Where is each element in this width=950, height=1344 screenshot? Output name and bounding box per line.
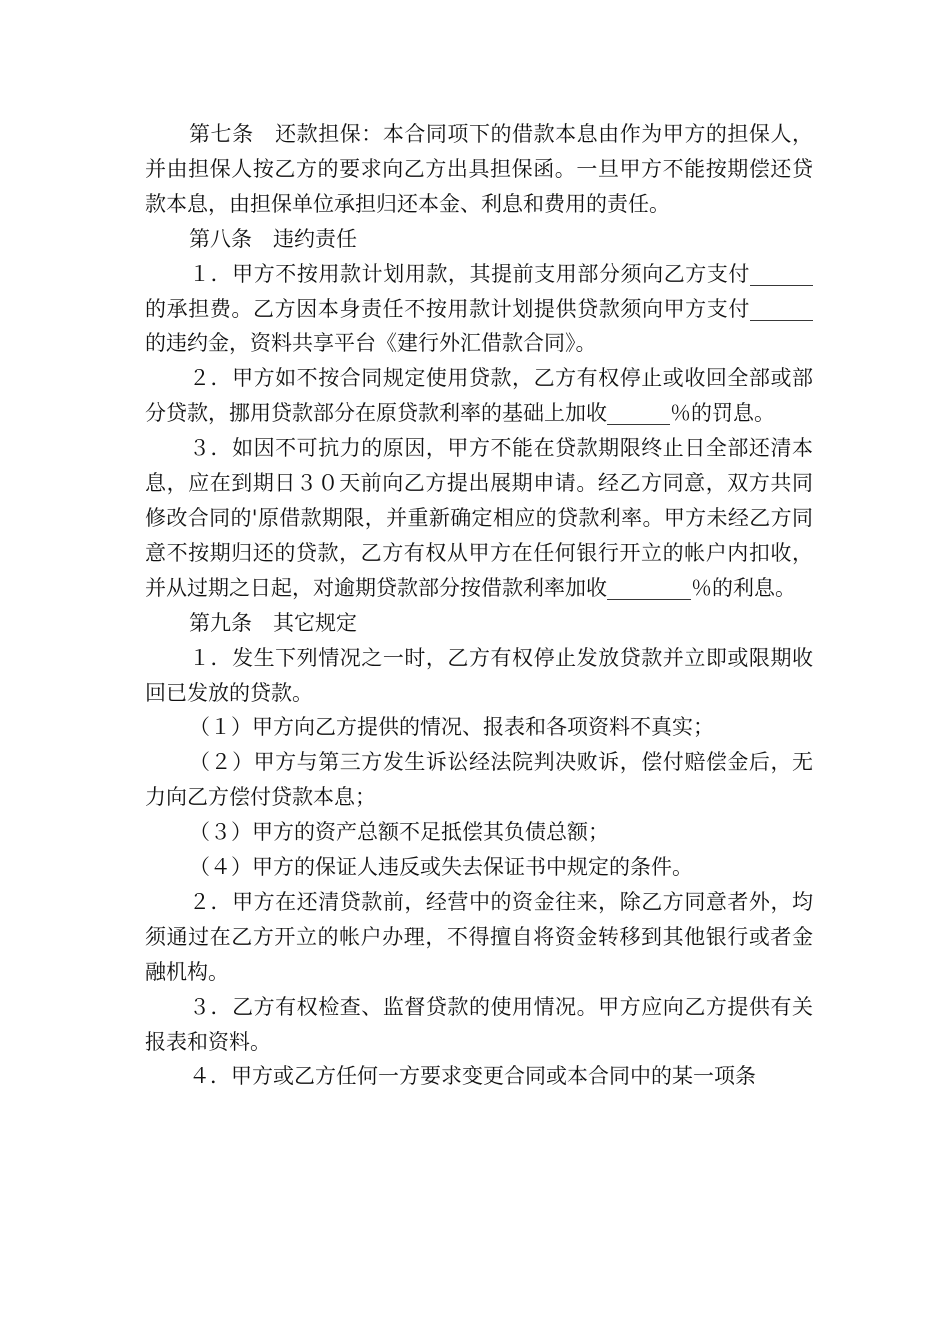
article-9-item-4: （４）甲方的保证人违反或失去保证书中规定的条件。 <box>189 855 693 880</box>
article-9-clause-4: ４．甲方或乙方任何一方要求变更合同或本合同中的某一项条 <box>189 1064 756 1089</box>
article-9-clause-2: ２．甲方在还清贷款前，经营中的资金往来，除乙方同意者外，均须通过在乙方开立的帐户办理，不得擅自将资金转移到其他银行或者金融机构。 <box>145 889 813 984</box>
article-7-guarantee: 第七条 还款担保：本合同项下的借款本息由作为甲方的担保人，并由担保人按乙方的要求向乙方出具担保函。一旦甲方不能按期偿还贷款本息，由担保单位承担归还本金、利息和费用的责任。 <box>145 122 813 216</box>
article-8-clause-3: ３．如因不可抗力的原因，甲方不能在贷款期限终止日全部还清本息，应在到期日３０天前向乙方提出展期申请。经乙方同意，双方共同修改合同的'原借款期限，并重新确定相应的贷款利率。甲方未经乙方同意不按期归还的贷款，乙方有权从甲方在任何银行开立的帐户内扣收，并从过期之日起，对逾期贷款部分按借款利率加收________％的利息。 <box>145 436 813 600</box>
article-8-clause-2: ２．甲方如不按合同规定使用贷款，乙方有权停止或收回全部或部分贷款，挪用贷款部分在原贷款利率的基础上加收______％的罚息。 <box>145 366 813 426</box>
article-9-clause-1: １．发生下列情况之一时，乙方有权停止发放贷款并立即或限期收回已发放的贷款。 <box>145 645 813 705</box>
article-9-item-3: （３）甲方的资产总额不足抵偿其负债总额； <box>189 820 609 845</box>
article-9-clause-3: ３．乙方有权检查、监督贷款的使用情况。甲方应向乙方提供有关报表和资料。 <box>145 994 813 1054</box>
article-9-heading: 第九条 其它规定 <box>189 610 357 635</box>
article-9-item-2: （２）甲方与第三方发生诉讼经法院判决败诉，偿付赔偿金后，无力向乙方偿付贷款本息； <box>145 750 813 810</box>
document-body <box>145 117 813 1094</box>
article-8-clause-1: １．甲方不按用款计划用款，其提前支用部分须向乙方支付______的承担费。乙方因本身责任不按用款计划提供贷款须向甲方支付______的违约金，资料共享平台《建行外汇借款合同》。 <box>145 261 813 356</box>
article-9-item-1: （１）甲方向乙方提供的情况、报表和各项资料不真实； <box>189 715 714 740</box>
article-8-heading: 第八条 违约责任 <box>189 226 357 251</box>
